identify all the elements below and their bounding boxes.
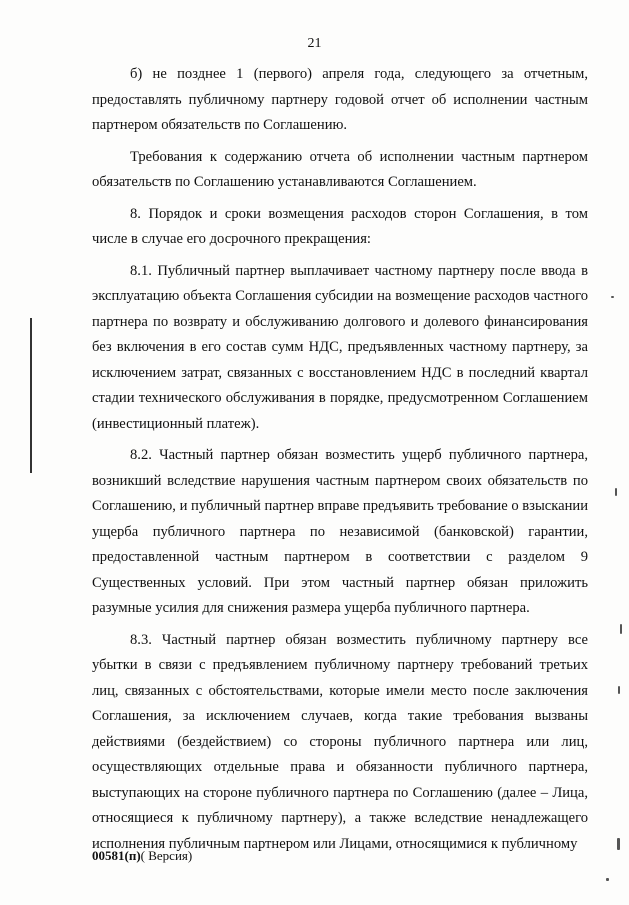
scan-speck <box>620 624 622 634</box>
paragraph-8-1: 8.1. Публичный партнер выплачивает частному партнеру после ввода в эксплуатацию объекта Соглашения субсидии на возмещение расходов частного партнера по возврату и обслуживанию долгового и долевого финансирования без включения в его состав сумм НДС, предъявленных частному партнеру, за исключением затрат, связанных с восстановлением НДС в последний квартал стадии технического обслуживания в порядке, предусмотренном Соглашением (инвестиционный платеж). <box>92 262 588 432</box>
document-version: ( Версия) <box>140 848 193 863</box>
paragraph-report-deadline: б) не позднее 1 (первого) апреля года, следующего за отчетным, предоставлять публичному партнеру годовой отчет об исполнении частным партнером обязательств по Соглашению. <box>92 66 588 133</box>
page-number: 21 <box>307 36 322 51</box>
paragraph-8-3: 8.3. Частный партнер обязан возместить публичному партнеру все убытки в связи с предъявлением публичному партнеру требований третьих лиц, связанных с обстоятельствами, которые имели место после заключения Соглашения, за исключением случаев, когда такие требования вызваны действиями (бездействием) со стороны публичного партнера или лиц, осуществляющих отдельные права и обязанности публичного партнера, выступающих на стороне публичного партнера по Соглашению (далее – Лица, относящиеся к публичному партнеру), а также вследствие ненадлежащего исполнения публичным партнером или Лицами, относящимися к публичному <box>92 631 588 852</box>
scan-speck <box>611 296 614 298</box>
document-code: 00581(п) <box>92 848 141 863</box>
paragraph-8-2: 8.2. Частный партнер обязан возместить ущерб публичного партнера, возникший вследствие нарушения частным партнером своих обязательств по Соглашению, и публичный партнер вправе предъявить требование о взыскании ущерба публичного партнера по независимой (банковской) гарантии, предоставленной частным партнером в соответствии с разделом 9 Существенных условий. При этом частный партнер обязан приложить разумные усилия для снижения размера ущерба публичного партнера. <box>92 447 589 616</box>
scan-speck <box>606 878 609 881</box>
scan-edge-mark <box>30 318 32 473</box>
scan-speck <box>617 838 620 850</box>
scan-speck <box>618 686 620 694</box>
paragraph-report-requirements: Требования к содержанию отчета об исполнении частным партнером обязательств по Соглашению устанавливаются Соглашением. <box>92 148 588 190</box>
document-footer <box>92 848 192 864</box>
paragraph-section-8: 8. Порядок и сроки возмещения расходов сторон Соглашения, в том числе в случае его досрочного прекращения: <box>92 205 588 247</box>
document-body <box>92 62 588 863</box>
scan-speck <box>615 488 617 496</box>
